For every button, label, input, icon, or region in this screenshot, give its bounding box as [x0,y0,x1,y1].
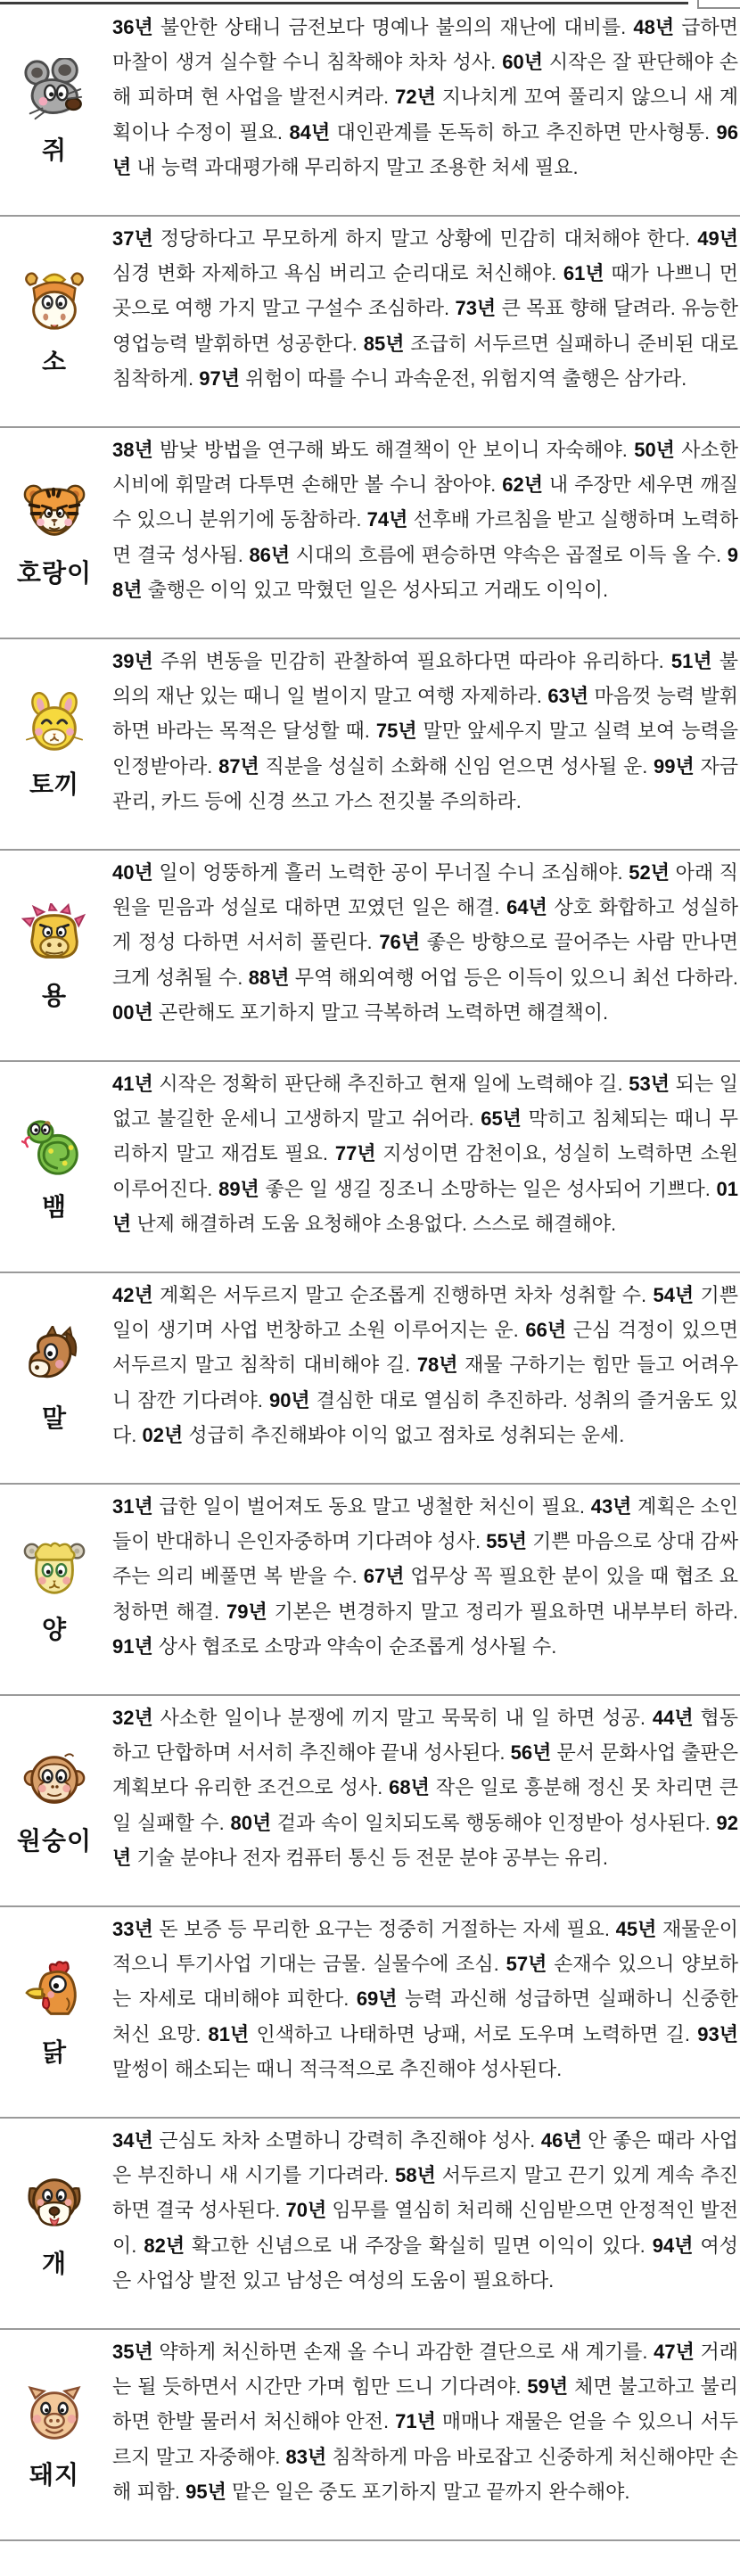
zodiac-row [0,217,740,428]
zodiac-row [0,1062,740,1273]
fortune-year: 98년 [112,543,738,601]
fortune-text: 35년 약하게 처신하면 손재 올 수니 과감한 결단으로 새 계기를. 47년 거래는 될 듯하면서 시간만 가며 힘만 드니 기다려야. 59년 체면 불고하고 불리하면 한발 물러서 처신해야 안전. 71년 매매나 재물은 얻을 수 있으니 서두르지 말고 자중해야. 83년 침착하게 마음 바로잡고 신중하게 처신해야만 손해 피함. 95년 맡은 일은 중도 포기하지 말고 끝까지 완수해야. [112,2341,739,2503]
fortune-year: 81년 [208,2022,250,2045]
fortune-year: 99년 [654,754,695,778]
dog-icon [21,2171,87,2237]
fortune-year: 60년 [502,51,543,74]
fortune-year: 70년 [285,2199,327,2222]
zodiac-row [0,639,740,851]
zodiac-left-col [0,1063,109,1271]
fortune-year: 67년 [363,1565,405,1588]
fortune-text: 39년 주위 변동을 민감히 관찰하여 필요하다면 따라야 유리하다. 51년 불의의 재난 있는 때니 일 벌이지 말고 여행 자제하라. 63년 마음껏 능력 발휘하면 바라는 목적은 달성할 때. 75년 말만 앞세우지 말고 실력 보여 능력을 인정받아라. 87년 직분을 성실히 소화해 신임 얻으면 성사될 운. 99년 자금 관리, 카드 등에 신경 쓰고 가스 전깃불 주의하라. [112,650,738,812]
pig-icon [21,2383,87,2448]
fortune-year: 61년 [563,262,604,285]
fortune-year: 89년 [218,1177,259,1200]
snake-icon [21,1115,87,1181]
zodiac-row [0,5,740,217]
zodiac-left-col [0,6,109,214]
zodiac-label: 개 [41,2249,68,2277]
zodiac-row [0,1485,740,1696]
fortune-year: 55년 [486,1530,527,1553]
zodiac-left-col [0,852,109,1059]
fortune-year: 39년 [112,650,153,672]
fortune-text: 36년 불안한 상태니 금전보다 명예나 불의의 재난에 대비를. 48년 급하면 마찰이 생겨 실수할 수니 침착해야 차차 성사. 60년 시작은 잘 판단해야 손해 피하며 현 사업을 발전시켜라. 72년 지나치게 꼬여 풀리지 않으니 새 계획이나 수정이 필요. 84년 대인관계를 돈독히 하고 추진하면 만사형통. 96년 내 능력 과대평가해 무리하지 말고 조용한 처세 필요. [112,16,739,178]
fortune-year: 54년 [653,1284,695,1306]
fortune-year: 45년 [615,1918,657,1940]
fortune-year: 76년 [379,931,421,954]
fortune-text: 41년 시작은 정확히 판단해 추진하고 현재 일에 노력해야 길. 53년 되는 일 없고 불길한 운세니 고생하지 말고 쉬어라. 65년 막히고 침체되는 때니 무리하지 말고 재검토 필요. 77년 지성이면 감천이요, 성실히 노력하면 소원 이루어진다. 89년 좋은 일 생길 징조니 소망하는 일은 성사되어 기쁘다. 01년 난제 해결하려 도움 요청해야 소용없다. 스스로 해결해야. [112,1073,739,1235]
rat-icon [21,58,87,124]
fortune-year: 96년 [112,120,739,178]
zodiac-row [0,1696,740,1907]
rabbit-icon [21,692,87,758]
zodiac-label: 소 [41,347,68,375]
zodiac-left-col [0,640,109,848]
fortune-year: 91년 [112,1634,153,1658]
fortune-year: 86년 [249,543,291,566]
fortune-year: 84년 [289,120,331,144]
fortune-year: 94년 [652,2234,694,2257]
fortune-year: 32년 [112,1707,153,1729]
zodiac-left-col [0,2119,109,2327]
monkey-icon [21,1749,87,1815]
fortune-year: 90년 [268,1388,310,1411]
zodiac-label: 닭 [41,2037,68,2066]
fortune-year: 49년 [697,227,738,250]
fortune-text: 37년 정당하다고 무모하게 하지 말고 상황에 민감히 대처해야 한다. 49년 심경 변화 자제하고 욕심 버리고 순리대로 처신해야. 61년 때가 나쁘니 먼 곳으로 여행 가지 말고 구설수 조심하라. 73년 큰 목표 향해 달려라. 유능한 영업능력 발휘하면 성공한다. 85년 조급히 서두르면 실패하니 준비된 대로 침착하게. 97년 위험이 따를 수니 과속운전, 위험지역 출행은 삼가라. [112,227,738,390]
fortune-year: 52년 [629,861,670,884]
fortune-year: 00년 [112,1000,153,1024]
fortune-year: 71년 [395,2410,436,2433]
zodiac-label: 용 [41,981,68,1009]
zodiac-left-col [0,1486,109,1693]
fortune-year: 68년 [389,1776,430,1799]
top-divider [0,2,688,4]
fortune-text: 31년 급한 일이 벌어져도 동요 말고 냉철한 처신이 필요. 43년 계획은 소인들이 반대하니 은인자중하며 기다려야 성사. 55년 기쁜 마음으로 상대 감싸주는 의리 베풀면 복 받을 수. 67년 업무상 꼭 필요한 분이 있을 때 협조 요청하면 해결. 79년 기본은 변경하지 말고 정리가 필요하면 내부부터 하라. 91년 상사 협조로 소망과 약속이 순조롭게 성사될 수. [112,1495,738,1658]
corner-box-fragment [697,0,740,9]
fortune-year: 35년 [112,2341,153,2363]
zodiac-row [0,2119,740,2330]
fortune-year: 58년 [395,2164,436,2187]
fortune-year: 74년 [366,508,408,531]
fortune-year: 51년 [670,650,712,672]
fortune-year: 41년 [112,1073,153,1095]
sheep-icon [21,1537,87,1603]
fortune-year: 77년 [334,1142,376,1165]
fortune-year: 65년 [481,1107,522,1131]
zodiac-label: 원숭이 [16,1826,93,1855]
dragon-icon [21,903,87,969]
fortune-year: 31년 [112,1495,153,1518]
zodiac-row [0,1907,740,2119]
fortune-year: 57년 [506,1953,547,1976]
fortune-year: 82년 [144,2234,185,2257]
zodiac-row [0,1273,740,1485]
fortune-year: 50년 [634,439,675,461]
fortune-year: 59년 [527,2375,569,2399]
zodiac-label: 쥐 [41,136,68,164]
fortune-text: 38년 밤낮 방법을 연구해 봐도 해결책이 안 보이니 자숙해야. 50년 사소한 시비에 휘말려 다투면 손해만 볼 수니 참아야. 62년 내 주장만 세우면 깨질 수 있으니 분위기에 동참하라. 74년 선후배 가르침을 받고 실행하며 노력하면 결국 성사됨. 86년 시대의 흐름에 편승하면 약속은 곱절로 이득 올 수. 98년 출행은 이익 있고 막혔던 일은 성사되고 거래도 이익이. [112,439,739,601]
fortune-year: 80년 [230,1811,272,1834]
zodiac-left-col [0,1697,109,1905]
zodiac-label: 토끼 [29,770,80,798]
fortune-year: 38년 [112,439,153,461]
ox-icon [21,269,87,335]
fortune-year: 64년 [506,896,547,919]
zodiac-left-col [0,1274,109,1482]
fortune-year: 46년 [540,2129,582,2152]
fortune-year: 34년 [112,2129,153,2152]
zodiac-row [0,2330,740,2541]
fortune-year: 36년 [112,16,153,38]
fortune-year: 40년 [112,861,153,884]
zodiac-label: 호랑이 [16,558,93,587]
fortune-year: 97년 [199,366,240,390]
rooster-icon [21,1960,87,2026]
fortune-year: 56년 [510,1741,552,1765]
fortune-text: 34년 근심도 차차 소멸하니 강력히 추진해야 성사. 46년 안 좋은 때라 사업은 부진하니 새 시기를 기다려라. 58년 서두르지 말고 끈기 있게 계속 추진하면 결국 성사된다. 70년 임무를 열심히 처리해 신임받으면 안정적인 발전이. 82년 확고한 신념으로 내 주장을 확실히 밀면 이익이 있다. 94년 여성은 사업상 발전 있고 남성은 여성의 도움이 필요하다. [112,2129,739,2292]
zodiac-left-col [0,218,109,425]
fortune-year: 37년 [112,227,153,250]
fortune-text: 32년 사소한 일이나 분쟁에 끼지 말고 묵묵히 내 일 하면 성공. 44년 협동하고 단합하며 서서히 추진해야 끝내 성사된다. 56년 문서 문화사업 출판은 계획보다 유리한 조건으로 성사. 68년 작은 일로 흥분해 정신 못 차리면 큰일 실패할 수. 80년 겉과 속이 일치되도록 행동해야 인정받아 성사된다. 92년 기술 분야나 전자 컴퓨터 통신 등 전문 분야 공부는 유리. [112,1707,739,1869]
fortune-text: 40년 일이 엉뚱하게 흘러 노력한 공이 무너질 수니 조심해야. 52년 아래 직원을 믿음과 성실로 대하면 꼬였던 일은 해결. 64년 상호 화합하고 성실하게 정성 다하면 서서히 풀린다. 76년 좋은 방향으로 끌어주는 사람 만나면 크게 성취될 수. 88년 무역 해외여행 어업 등은 이득이 있으니 최선 다하라. 00년 곤란해도 포기하지 말고 극복하려 노력하면 해결책이. [112,861,739,1024]
fortune-year: 44년 [652,1707,694,1729]
fortune-text: 42년 계획은 서두르지 말고 순조롭게 진행하면 차차 성취할 수. 54년 기쁜 일이 생기며 사업 번창하고 소원 이루어지는 운. 66년 근심 걱정이 있으면 서두르지 말고 침착히 대비해야 길. 78년 재물 구하기는 힘만 들고 어려우니 잠깐 기다려야. 90년 결심한 대로 열심히 추진하라. 성취의 즐거움도 있다. 02년 성급히 추진해봐야 이익 없고 점차로 성취되는 운세. [112,1284,739,1446]
fortune-year: 01년 [112,1177,738,1235]
fortune-year: 88년 [248,966,290,989]
fortune-year: 42년 [112,1284,153,1306]
zodiac-row [0,851,740,1062]
fortune-year: 63년 [547,685,589,708]
fortune-text: 33년 돈 보증 등 무리한 요구는 정중히 거절하는 자세 필요. 45년 재물운이 적으니 투기사업 기대는 금물. 실물수에 조심. 57년 손재수 있으니 양보하는 자세로 대비해야 피한다. 69년 능력 과신해 성급하면 실패하니 신중한 처신 요망. 81년 인색하고 나태하면 낭패, 서로 도우며 노력하면 길. 93년 말썽이 해소되는 때니 적극적으로 추진해야 성사된다. [112,1918,739,2080]
fortune-year: 02년 [142,1423,184,1446]
zodiac-row [0,428,740,639]
fortune-year: 73년 [455,297,497,320]
fortune-year: 95년 [185,2480,226,2503]
fortune-year: 83년 [285,2445,327,2468]
fortune-year: 47년 [654,2341,695,2363]
zodiac-left-col [0,429,109,637]
fortune-year: 62년 [502,473,543,497]
fortune-year: 78년 [416,1354,458,1377]
zodiac-label: 돼지 [29,2460,80,2489]
tiger-icon [21,481,87,547]
fortune-year: 87년 [218,754,259,778]
fortune-year: 33년 [112,1918,153,1940]
zodiac-left-col [0,1908,109,2116]
horse-icon [21,1326,87,1392]
zodiac-label: 말 [41,1403,68,1432]
fortune-year: 43년 [590,1495,632,1518]
fortune-year: 75년 [375,720,417,743]
fortune-year: 66년 [525,1319,567,1342]
fortune-year: 69년 [356,1988,398,2011]
fortune-year: 48년 [633,16,675,38]
fortune-year: 85년 [363,332,405,355]
fortune-year: 53년 [629,1073,670,1095]
zodiac-left-col [0,2331,109,2539]
fortune-year: 92년 [112,1811,738,1869]
fortune-year: 72년 [395,86,436,109]
fortune-year: 79년 [226,1600,267,1623]
zodiac-label: 뱀 [41,1192,68,1221]
fortune-year: 93년 [697,2022,738,2045]
zodiac-label: 양 [41,1615,68,1643]
